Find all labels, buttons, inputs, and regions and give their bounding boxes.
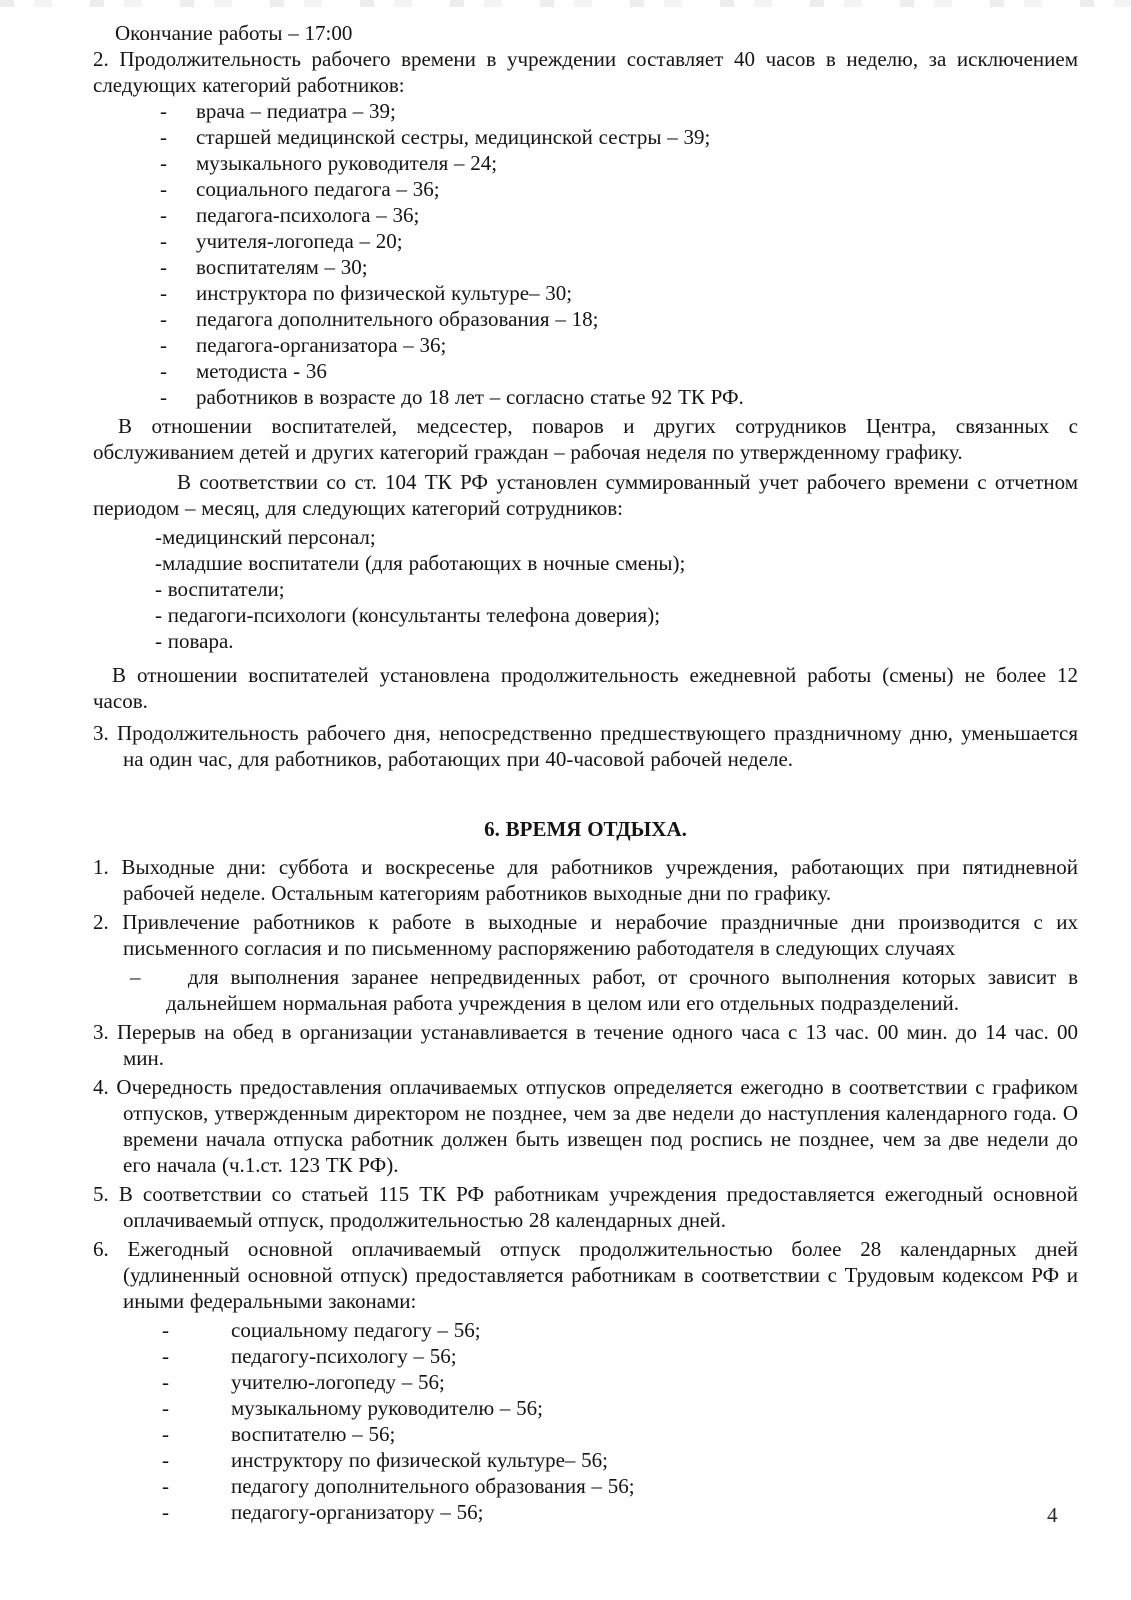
list-item [93, 1343, 1078, 1369]
list-item-text: музыкальному руководителю – 56; [231, 1396, 543, 1420]
dash-marker: - [162, 1318, 169, 1342]
dash-marker: - [160, 229, 167, 253]
list-item [93, 384, 1078, 410]
dash-marker: - [160, 255, 167, 279]
list-item-text: воспитателю – 56; [231, 1422, 396, 1446]
list-item [93, 332, 1078, 358]
numbered-item-weekend-work [93, 909, 1079, 961]
dash-marker: - [160, 333, 167, 357]
list-item-text: социальному педагогу – 56; [231, 1318, 481, 1342]
list-item [93, 150, 1078, 176]
item-text: Перерыв на обед в организации устанавливается в течение одного часа с 13 час. 00 мин. до 14 час. 00 мин. [116, 1020, 1079, 1070]
list-item [93, 306, 1078, 332]
para-working-hours: 2. Продолжительность рабочего времени в учреждении составляет 40 часов в неделю, за исключением следующих категорий работников: [93, 47, 1078, 97]
list-item-text: педагогу-психологу – 56; [231, 1344, 457, 1368]
list-item-text: педагога-психолога – 36; [196, 203, 420, 227]
list-item-text: учителя-логопеда – 20; [196, 229, 403, 253]
dash-marker: - [160, 385, 167, 409]
list-item [93, 176, 1078, 202]
list-item-text: инструктору по физической культуре– 56; [231, 1448, 609, 1472]
item-text: Продолжительность рабочего дня, непосредственно предшествующего праздничному дню, уменьшается на один час, для работников, работающих при 40-часовой рабочей неделе. [117, 721, 1078, 771]
item-number: 3. [93, 721, 109, 745]
dash-marker: - [162, 1344, 169, 1368]
list-item [93, 280, 1078, 306]
list-item [93, 358, 1078, 384]
list-item [93, 1499, 1078, 1525]
list-item [93, 1473, 1078, 1499]
item-text: Привлечение работников к работе в выходные и нерабочие праздничные дни производится с их письменного согласия и по письменному распоряжению работодателя в следующих случаях [122, 910, 1079, 960]
dash-marker: - [162, 1474, 169, 1498]
endash-marker: – [130, 965, 141, 989]
list-item [93, 1395, 1078, 1421]
scan-noise-band [0, 0, 1131, 7]
numbered-item-vacation-schedule [93, 1074, 1078, 1178]
dash-marker: - [160, 125, 167, 149]
item-number: 1. [93, 855, 109, 879]
working-hours-exceptions-list [93, 98, 1078, 410]
item-text: Ежегодный основной оплачиваемый отпуск продолжительностью более 28 календарных дней (удлиненный основной отпуск) предоставляется работникам в соответствии с Трудовым кодексом РФ и иными федеральными законами: [123, 1237, 1079, 1313]
item-text: Очередность предоставления оплачиваемых отпусков определяется ежегодно в соответствии с графиком отпусков, утвержденным директором не позднее, чем за две недели до наступления календарного года. О времени начала отпуска работник должен быть извещен под роспись не позднее, чем за две недели до его начала (ч.1.ст. 123 ТК РФ). [116, 1075, 1078, 1177]
section-heading-rest-time: 6. ВРЕМЯ ОТДЫХА. [484, 817, 687, 841]
item-number: 2. [93, 910, 109, 934]
list-item [93, 1421, 1078, 1447]
item-text: для выполнения заранее непредвиденных работ, от срочного выполнения которых зависит в дальнейшем нормальная работа учреждения в целом или его отдельных подразделений. [166, 965, 1079, 1015]
page-number: 4 [1047, 1503, 1058, 1527]
list-item [93, 124, 1078, 150]
list-item-text: воспитателям – 30; [196, 255, 368, 279]
summed-time-categories-list [93, 524, 1078, 654]
list-item [93, 1447, 1078, 1473]
list-item-text: музыкального руководителя – 24; [196, 151, 498, 175]
numbered-item-annual-vacation [93, 1181, 1079, 1233]
list-item: - повара. [155, 629, 234, 653]
list-item [93, 1317, 1078, 1343]
list-item-text: врача – педиатра – 39; [196, 99, 396, 123]
list-item-text: старшей медицинской сестры, медицинской сестры – 39; [196, 125, 711, 149]
numbered-item-lunch-break [93, 1019, 1079, 1071]
dash-marker: - [160, 281, 167, 305]
list-item [93, 98, 1078, 124]
list-item: - воспитатели; [155, 577, 285, 601]
list-item-text: методиста - 36 [196, 359, 327, 383]
list-item [93, 202, 1078, 228]
dash-marker: - [162, 1500, 169, 1524]
dash-marker: - [160, 151, 167, 175]
dash-marker: - [162, 1422, 169, 1446]
para-12-hours: В отношении воспитателей установлена продолжительность ежедневной работы (смены) не более 12 часов. [93, 663, 1078, 713]
item-text: Выходные дни: суббота и воскресенье для работников учреждения, работающих при пятидневной рабочей неделе. Остальным категориям работников выходные дни по графику. [121, 855, 1079, 905]
para-center-staff: В отношении воспитателей, медсестер, поваров и других сотрудников Центра, связанных с обслуживанием детей и других категорий граждан – рабочая неделя по утвержденному графику. [93, 414, 1078, 464]
dash-marker: - [160, 177, 167, 201]
para-st104: В соответствии со ст. 104 ТК РФ установлен суммированный учет рабочего времени с отчетном периодом – месяц, для следующих категорий сотрудников: [93, 470, 1078, 520]
dash-marker: - [160, 307, 167, 331]
dash-marker: - [162, 1370, 169, 1394]
numbered-item-extended-vacation [93, 1236, 1079, 1314]
dash-marker: - [160, 203, 167, 227]
item-number: 4. [93, 1075, 109, 1099]
item-text: В соответствии со статьей 115 ТК РФ работникам учреждения предоставляется ежегодный основной оплачиваемый отпуск, продолжительностью 28 календарных дней. [118, 1182, 1079, 1232]
dash-marker: - [160, 359, 167, 383]
work-end-line: Окончание работы – 17:00 [115, 21, 353, 45]
list-item-text: педагога дополнительного образования – 18; [196, 307, 599, 331]
list-item: -младшие воспитатели (для работающих в ночные смены); [155, 551, 686, 575]
list-item-text: работников в возрасте до 18 лет – согласно статье 92 ТК РФ. [196, 385, 744, 409]
item-number: 6. [93, 1237, 109, 1261]
list-item: - педагоги-психологи (консультанты телефона доверия); [155, 603, 661, 627]
list-item-text: педагогу-организатору – 56; [231, 1500, 484, 1524]
dash-marker: - [162, 1448, 169, 1472]
list-item-text: педагога-организатора – 36; [196, 333, 447, 357]
dash-marker: - [162, 1396, 169, 1420]
item-number: 5. [93, 1182, 109, 1206]
dash-marker: - [160, 99, 167, 123]
list-item-text: учителю-логопеду – 56; [231, 1370, 445, 1394]
extended-vacation-list [93, 1317, 1078, 1525]
dash-item-unforeseen-work [130, 964, 1079, 1016]
list-item-text: социального педагога – 36; [196, 177, 440, 201]
list-item-text: педагогу дополнительного образования – 56; [231, 1474, 635, 1498]
list-item-text: инструктора по физической культуре– 30; [196, 281, 573, 305]
list-item [93, 228, 1078, 254]
numbered-item-eve-holiday [93, 720, 1078, 772]
list-item [93, 1369, 1078, 1395]
numbered-item-weekends [93, 854, 1079, 906]
list-item: -медицинский персонал; [155, 525, 376, 549]
item-number: 3. [93, 1020, 109, 1044]
list-item [93, 254, 1078, 280]
